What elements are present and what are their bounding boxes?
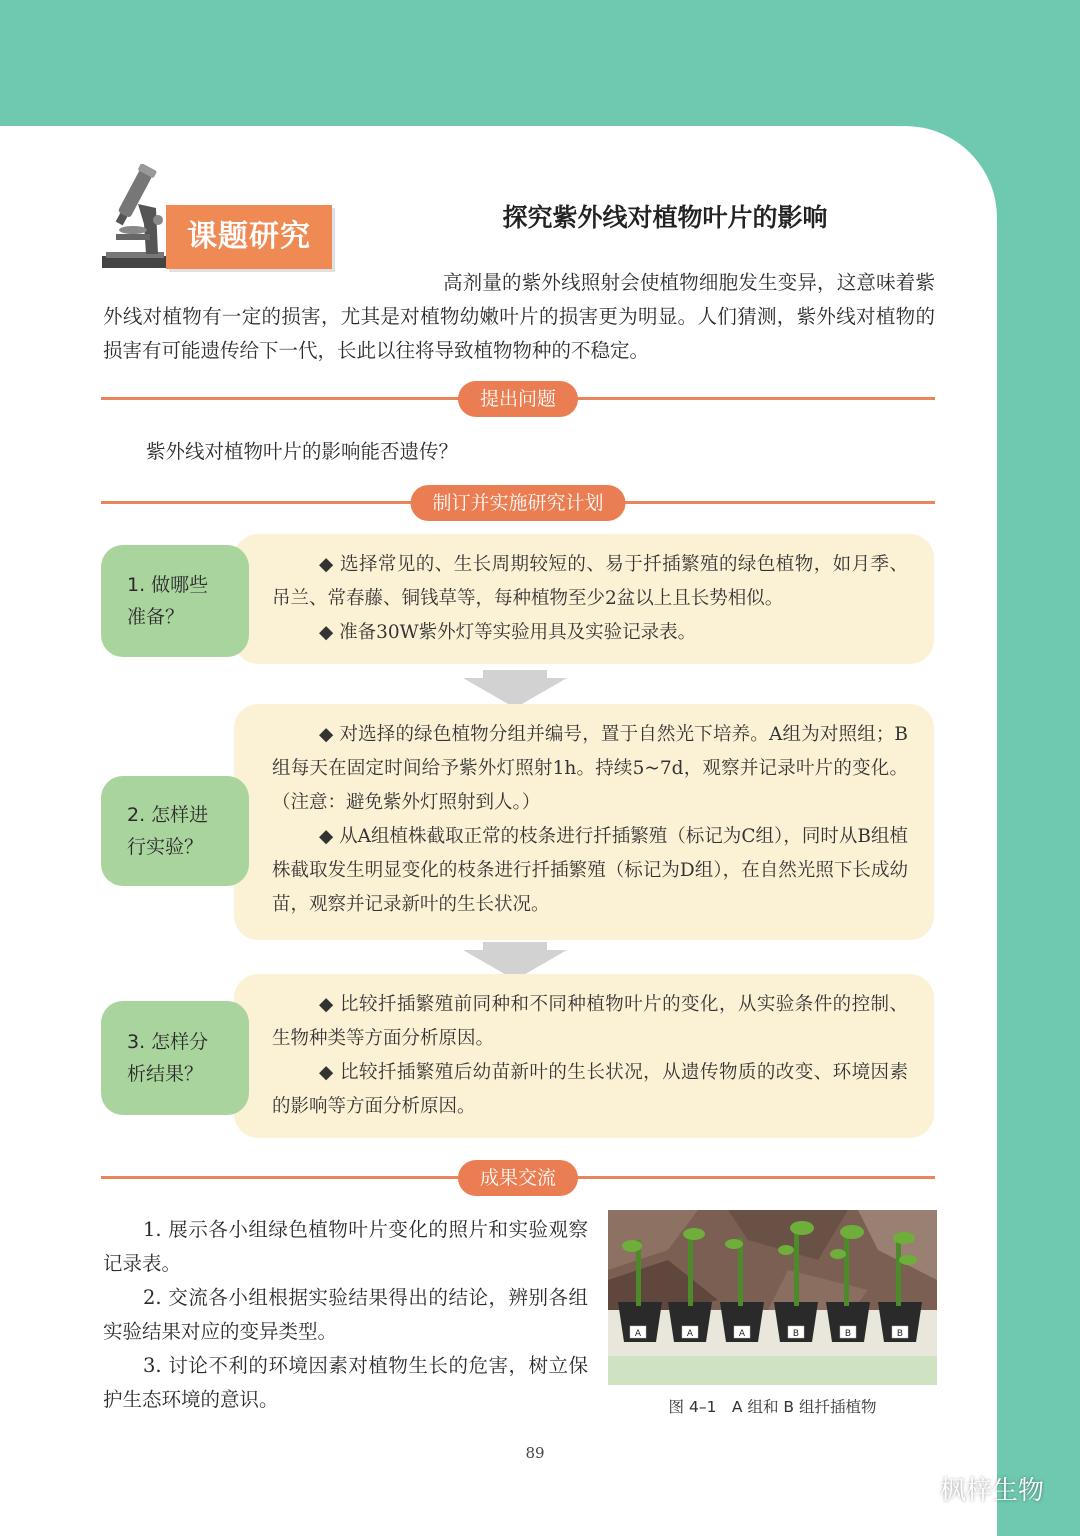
plant-cuttings-photo (608, 1210, 937, 1385)
microscope-icon (98, 164, 174, 274)
section-title-plan: 制订并实施研究计划 (410, 485, 625, 521)
step-2-bullet-2: ◆ 从A组植株截取正常的枝条进行扦插繁殖（标记为C组），同时从B组植株截取发生明显变化的枝条进行扦插繁殖（标记为D组），在自然光照下长成幼苗，观察并记录新叶的生长状况。 (272, 826, 908, 915)
section-title-results: 成果交流 (458, 1160, 578, 1196)
question-text: 紫外线对植物叶片的影响能否遗传？ (146, 440, 459, 463)
wechat-icon (892, 1472, 932, 1506)
step-1-bullet-2: ◆ 准备30W紫外灯等实验用具及实验记录表。 (319, 622, 697, 643)
results-list (103, 1213, 588, 1417)
section-badge: 课题研究 (166, 205, 332, 269)
results-item-3: 3. 讨论不利的环境因素对植物生长的危害，树立保护生态环境的意识。 (103, 1354, 588, 1411)
step-3-bullet-2: ◆ 比较扦插繁殖后幼苗新叶的生长状况，从遗传物质的改变、环境因素的影响等方面分析原因。 (272, 1062, 908, 1117)
step-1-label (101, 545, 249, 657)
step-2-label (101, 776, 249, 886)
step-3-label (101, 1001, 249, 1115)
results-item-1: 1. 展示各小组绿色植物叶片变化的照片和实验观察记录表。 (103, 1218, 588, 1275)
step-1-bullet-1: ◆ 选择常见的、生长周期较短的、易于扦插繁殖的绿色植物，如月季、吊兰、常春藤、铜钱草等，每种植物至少2盆以上且长势相似。 (272, 554, 908, 609)
step-3-bullet-1: ◆ 比较扦插繁殖前同种和不同种植物叶片的变化，从实验条件的控制、生物种类等方面分析原因。 (272, 994, 908, 1049)
intro-paragraph: 高剂量的紫外线照射会使植物细胞发生变异，这意味着紫外线对植物有一定的损害，尤其是对植物幼嫩叶片的损害更为明显。人们猜测，紫外线对植物的损害有可能遗传给下一代，长此以往将导致植物物种的不稳定。 (103, 271, 935, 362)
page-title: 探究紫外线对植物叶片的影响 (502, 203, 828, 232)
pot-label: B (844, 1329, 852, 1339)
section-divider-plan (101, 485, 935, 521)
pot-label: A (634, 1329, 642, 1339)
section-divider-results (101, 1160, 935, 1196)
step-3-box (234, 974, 934, 1138)
step-3-label-text: 3. 怎样分析结果？ (127, 1031, 209, 1085)
watermark-text: 枫梓生物 (940, 1476, 1045, 1506)
pot-label: A (686, 1329, 694, 1339)
section-divider-question (101, 381, 935, 417)
pot-label: B (896, 1329, 904, 1339)
figure-caption: 图 4–1 A 组和 B 组扦插植物 (668, 1398, 877, 1416)
step-1-box (234, 534, 934, 664)
section-title-question: 提出问题 (458, 381, 578, 417)
page-number: 89 (525, 1444, 545, 1462)
step-2-bullet-1: ◆ 对选择的绿色植物分组并编号，置于自然光下培养。A组为对照组；B组每天在固定时间给予紫外灯照射1h。持续5~7d，观察并记录叶片的变化。（注意：避免紫外灯照射到人。） (272, 724, 908, 813)
pot-label: B (792, 1329, 800, 1339)
step-1-label-text: 1. 做哪些准备？ (127, 574, 209, 628)
results-item-2: 2. 交流各小组根据实验结果得出的结论，辨别各组实验结果对应的变异类型。 (103, 1286, 588, 1343)
watermark (892, 1470, 1044, 1507)
step-2-label-text: 2. 怎样进行实验？ (127, 804, 209, 858)
down-arrow-icon (463, 670, 567, 708)
step-2-box (234, 704, 934, 940)
pot-label: A (738, 1329, 746, 1339)
